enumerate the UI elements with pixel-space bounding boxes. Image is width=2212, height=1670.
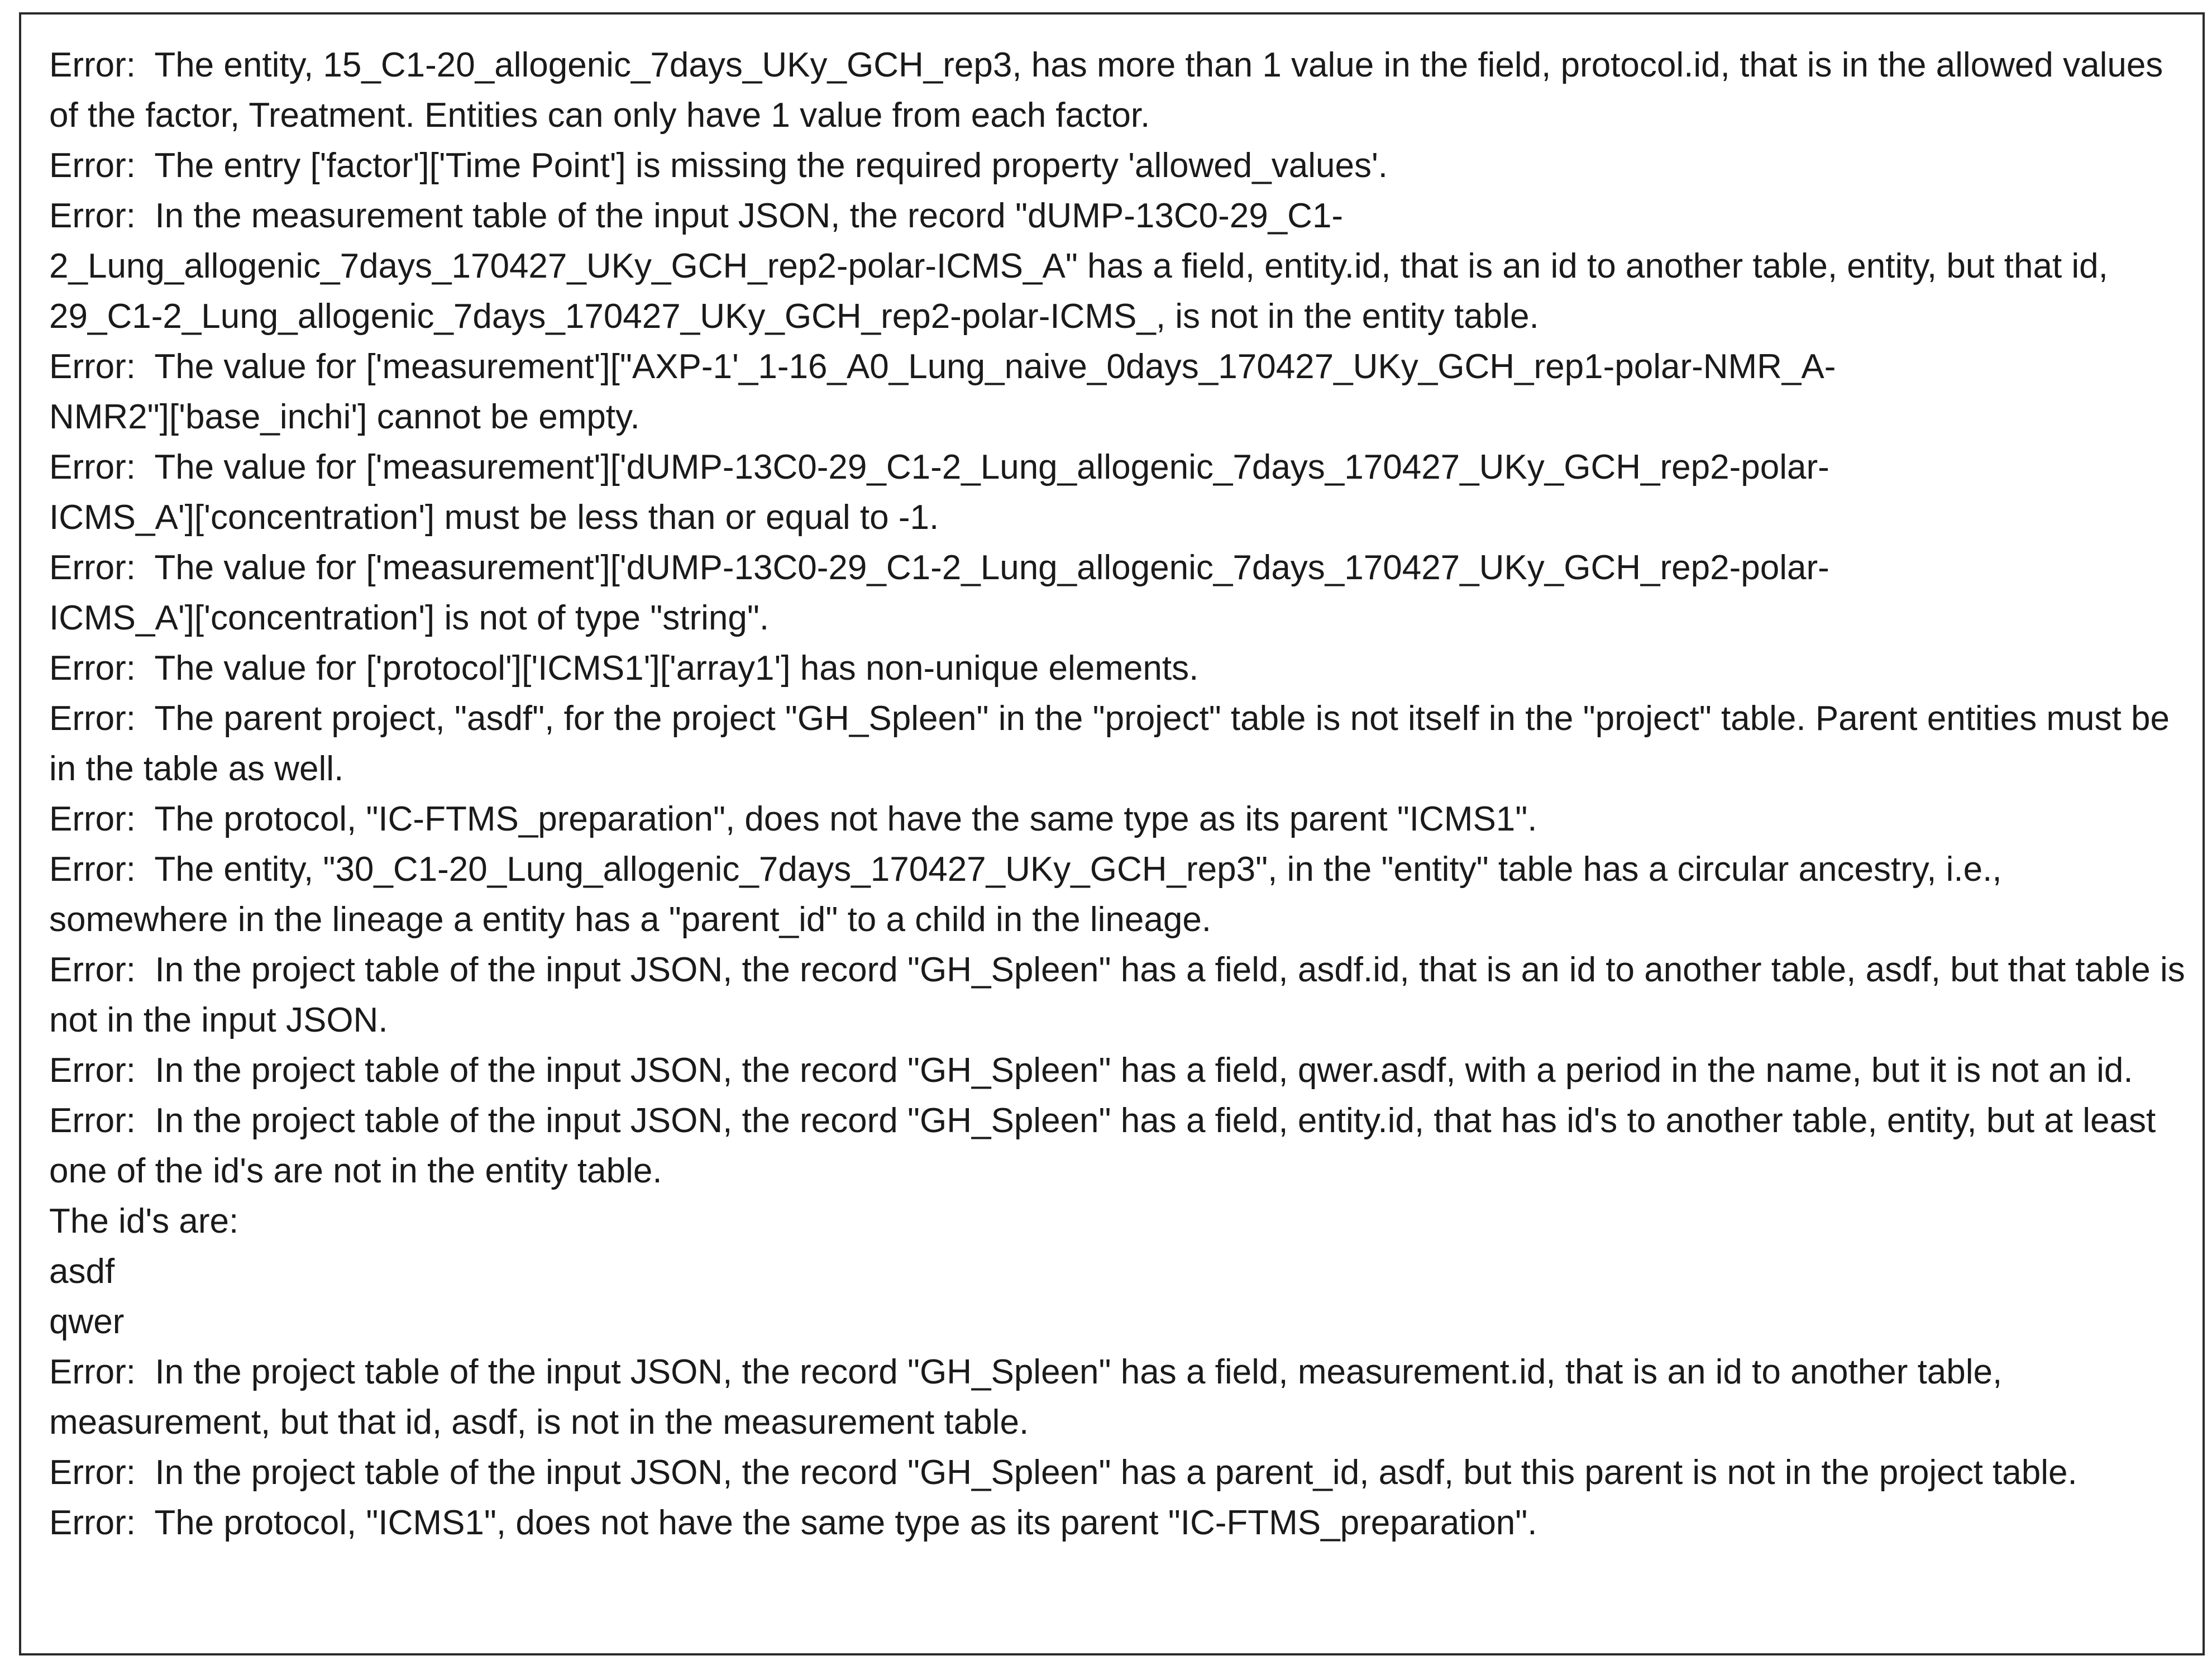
error-message-list [49,40,2195,1548]
error-message: Error: In the project table of the input JSON, the record "GH_Spleen" has a field, entity.id, that has id's to another table, entity, but at least one of the id's are not in the entity table. [49,1101,2166,1190]
error-message: Error: The protocol, "ICMS1", does not have the same type as its parent "IC-FTMS_preparation". [49,1504,1537,1542]
error-message: Error: The protocol, "IC-FTMS_preparation", does not have the same type as its parent "ICMS1". [49,800,1537,838]
error-message: Error: The entity, 15_C1-20_allogenic_7days_UKy_GCH_rep3, has more than 1 value in the field, protocol.id, that is in the allowed values of the factor, Treatment. Entities can only have 1 value from each factor. [49,46,2173,135]
error-message: Error: The entry ['factor']['Time Point'] is missing the required property 'allowed_values'. [49,146,1388,185]
error-message: Error: In the project table of the input JSON, the record "GH_Spleen" has a field, qwer.asdf, with a period in the name, but it is not an id. [49,1051,2133,1090]
error-message: Error: The value for ['measurement']["AXP-1'_1-16_A0_Lung_naive_0days_170427_UKy_GCH_rep1-polar-NMR_A- NMR2"]['base_inchi'] cannot be empty. [49,347,1836,436]
id-list-item: asdf [49,1252,115,1291]
error-log-panel [19,12,2205,1655]
error-message: Error: The parent project, "asdf", for the project "GH_Spleen" in the "project" table is not itself in the "project" table. Parent entities must be in the table as well. [49,699,2180,788]
error-message: Error: The value for ['measurement']['dUMP-13C0-29_C1-2_Lung_allogenic_7days_170427_UKy_GCH_rep2-polar- ICMS_A']['concentration'] is not of type "string". [49,548,1829,637]
error-message: Error: The value for ['measurement']['dUMP-13C0-29_C1-2_Lung_allogenic_7days_170427_UKy_GCH_rep2-polar- ICMS_A']['concentration'] must be less than or equal to -1. [49,448,1829,537]
error-message: Error: The value for ['protocol']['ICMS1']['array1'] has non-unique elements. [49,649,1199,688]
id-list-item: qwer [49,1302,125,1341]
error-message: Error: In the measurement table of the input JSON, the record "dUMP-13C0-29_C1- 2_Lung_allogenic_7days_170427_UKy_GCH_rep2-polar-ICMS_A" has a field, entity.id, that is an id to another table, entity, but that id, 29_C1-2_Lung_allogenic_7days_170427_UKy_GCH_rep2-polar-ICMS_, is not in the entity table. [49,197,2108,336]
error-message: Error: In the project table of the input JSON, the record "GH_Spleen" has a field, asdf.id, that is an id to another table, asdf, but that table is not in the input JSON. [49,951,2195,1039]
id-list-heading: The id's are: [49,1202,239,1240]
error-message: Error: In the project table of the input JSON, the record "GH_Spleen" has a parent_id, asdf, but this parent is not in the project table. [49,1453,2077,1492]
error-message: Error: The entity, "30_C1-20_Lung_allogenic_7days_170427_UKy_GCH_rep3", in the "entity" table has a circular ancestry, i.e., somewhere in the lineage a entity has a "parent_id" to a child in the lineage. [49,850,2012,939]
error-message: Error: In the project table of the input JSON, the record "GH_Spleen" has a field, measurement.id, that is an id to another table, measurement, but that id, asdf, is not in the measurement table. [49,1353,2012,1442]
